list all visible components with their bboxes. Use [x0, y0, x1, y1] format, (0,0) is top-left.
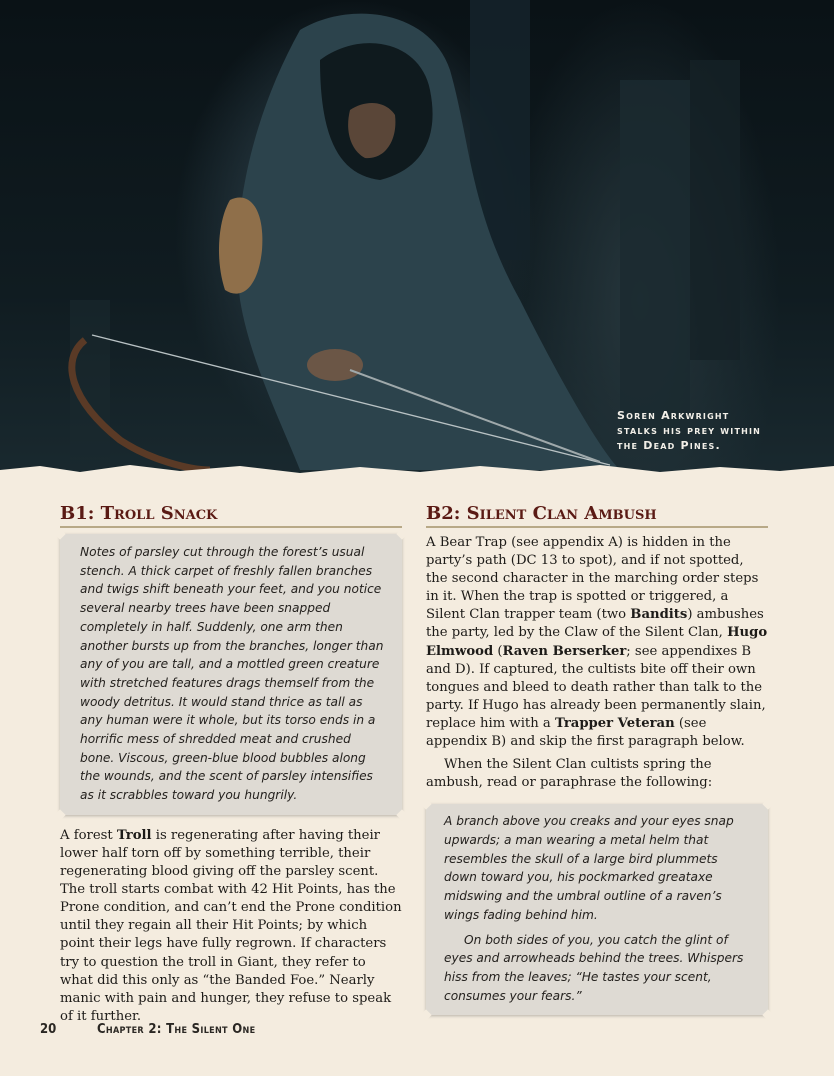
- creature-name-troll: Troll: [116, 827, 152, 843]
- creature-name-bandits: Bandits: [630, 607, 688, 623]
- read-aloud-text: Notes of parsley cut through the forest’s usual stench. A thick carpet of freshly fallen branches and twigs shift beneath your feet, and you notice several nearby trees have been snapped completely in half. Suddenly, one arm then another bursts up from the branches, longer than any of you are tall, and a mottled green creature with stretched features drags themself from the woody detritus. It would stand thrice as tall as any human were it whole, but its torso ends in a horrific mess of shredded meat and crushed bone. Viscous, green-blue blood bubbles along the wounds, and the scent of parsley intensifies as it scrabbles toward you hungrily.: [80, 545, 384, 803]
- page-number: 20: [40, 1022, 57, 1037]
- tree-trunk: [620, 80, 690, 440]
- read-aloud-box: [426, 804, 768, 1015]
- body-paragraph: When the Silent Clan cultists spring the ambush, read or paraphrase the following:: [426, 757, 713, 791]
- creature-name-trapper-veteran: Trapper Veteran: [554, 715, 675, 731]
- body-paragraph: A forest Troll is regenerating after having their lower half torn off by something terrible, their regenerating blood giving off the parsley scent. The troll starts combat with 42 Hit Points, has the Prone condition, and can’t end the Prone condition until they regain all their Hit Points; by which point their legs have fully regrown. If characters try to question the troll in Giant, they refer to what did this only as “the Banded Foe.” Nearly manic with pain and hunger, they refuse to speak of it further.: [60, 827, 402, 1024]
- caption-line: Soren Arkwright: [617, 409, 730, 422]
- hooded-cloak: [238, 14, 621, 470]
- hero-illustration: [0, 0, 834, 490]
- tree-trunk: [690, 60, 740, 360]
- chapter-title: Chapter 2: The Silent One: [97, 1022, 256, 1037]
- left-column: [60, 503, 402, 1026]
- creature-name-raven-berserker: Raven Berserker: [502, 643, 627, 659]
- caption-line: stalks his prey within: [617, 424, 762, 437]
- body-paragraph: A Bear Trap (see appendix A) is hidden in the party’s path (DC 13 to spot), and if not spotted, the second character in the marching order steps in it. When the trap is spotted or triggered, a Silent Clan trapper team (two Bandits) ambushes the party, led by the Claw of the Silent Clan, Hugo Elmwood (Raven Berserker; see appendixes B and D). If captured, the cultists bite off their own tongues and bleed to death rather than talk to the party. If Hugo has already been permanently slain, replace him with a Trapper Veteran (see appendix B) and skip the first paragraph below.: [426, 535, 768, 750]
- read-aloud-box: [60, 534, 402, 815]
- hand: [307, 349, 363, 381]
- read-aloud-text: A branch above you creaks and your eyes snap upwards; a man wearing a metal helm that resembles the skull of a large bird plummets down toward you, his pockmarked greataxe midswing and the umbral outline of a raven’s wings fading behind him.: [444, 814, 734, 922]
- npc-name-hugo: Hugo Elmwood: [426, 625, 768, 659]
- section-heading-b1: B1: Troll Snack: [60, 503, 402, 528]
- right-column: [426, 503, 768, 1015]
- section-heading-b2: B2: Silent Clan Ambush: [426, 503, 768, 528]
- read-aloud-text: On both sides of you, you catch the glint of eyes and arrowheads behind the trees. Whispers hiss from the leaves; “He tastes your scent, consumes your fears.”: [444, 932, 744, 1003]
- caption-line: the Dead Pines.: [617, 439, 721, 452]
- illustration-caption: [617, 408, 797, 453]
